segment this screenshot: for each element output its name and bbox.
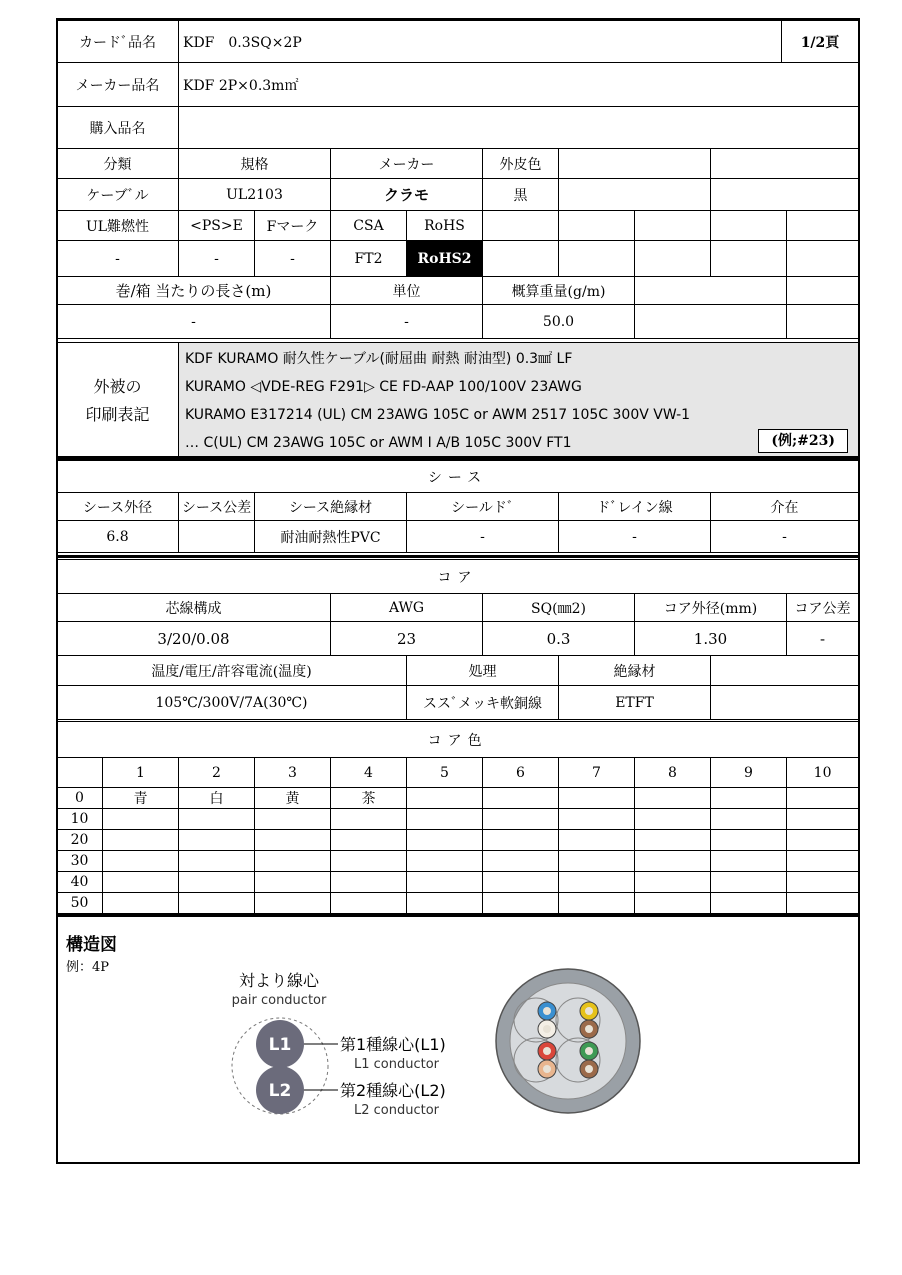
sheath-tol (179, 521, 255, 553)
core-color-col-3: 3 (255, 758, 331, 788)
core-color-cell (711, 809, 787, 830)
core-color-cell (483, 851, 559, 872)
sheath-shield: - (407, 521, 559, 553)
core-conductor (543, 1047, 551, 1055)
core-header-treatment: 処理 (407, 656, 559, 686)
core-color-cell (559, 893, 635, 914)
cert-rohs-badge: RoHS2 (407, 241, 483, 277)
core-od: 1.30 (635, 622, 787, 656)
core-color-cell (179, 830, 255, 851)
core-color-cell (635, 851, 711, 872)
weight-value: 50.0 (483, 305, 635, 339)
core-color-cell (483, 788, 559, 809)
core-color-cell (483, 830, 559, 851)
core-color-cell (255, 851, 331, 872)
core-color-cell (559, 809, 635, 830)
diagram-svg (58, 918, 858, 1162)
core-color-cell: 青 (103, 788, 179, 809)
length-value: - (57, 305, 331, 339)
core-color-cell (559, 788, 635, 809)
core-color-cell (635, 788, 711, 809)
sheath-header-drain: ドﾞレイン線 (559, 493, 711, 521)
core-color-cell (635, 830, 711, 851)
core-color-cell (407, 788, 483, 809)
purchase-name-label: 購入品名 (57, 107, 179, 149)
core-color-cell (255, 872, 331, 893)
core-color-cell (635, 872, 711, 893)
core-color-row (57, 893, 859, 914)
pair-en-label: pair conductor (231, 993, 327, 1008)
core-color-row-label: 40 (57, 872, 103, 893)
core-color-cell (407, 872, 483, 893)
core-color-row (57, 872, 859, 893)
core-conductor (585, 1047, 593, 1055)
cert-header-csa: CSA (331, 211, 407, 241)
sheath-drain: - (559, 521, 711, 553)
printing-line-3: KURAMO E317214 (UL) CM 23AWG 105C or AWM 2517 105C 300V VW-1 (185, 407, 691, 423)
l2-jp-label: 第2種線心(L2) (340, 1081, 446, 1100)
core-color-cell (711, 872, 787, 893)
diagram-subtitle: 例：4P (66, 960, 110, 975)
core-color-cell (787, 872, 859, 893)
core-color-cell (255, 830, 331, 851)
core-color-cell (103, 872, 179, 893)
core-conductor (543, 1065, 551, 1073)
core-color-cell (255, 809, 331, 830)
maker-name-label: メーカー品名 (57, 63, 179, 107)
header-table (56, 20, 859, 63)
spec-header-standard: 規格 (179, 149, 331, 179)
spec-standard: UL2103 (179, 179, 331, 211)
spec-table (56, 148, 859, 339)
core-color-col-9: 9 (711, 758, 787, 788)
sheath-title: シース (57, 461, 859, 493)
printing-line-4: … C(UL) CM 23AWG 105C or AWM I A/B 105C 300V FT1 (185, 435, 572, 451)
core-treatment: ススﾞメッキ軟銅線 (407, 686, 559, 720)
core-color-cell: 黄 (255, 788, 331, 809)
core-header-temp: 温度/電圧/許容電流(温度) (57, 656, 407, 686)
core-color-row (57, 830, 859, 851)
core-header-tol: コア公差 (787, 594, 859, 622)
core-color-cell (787, 893, 859, 914)
core-color-cell (179, 809, 255, 830)
sheath-header-filler: 介在 (711, 493, 859, 521)
spec-maker: クラモ (331, 179, 483, 211)
core-color-col-10: 10 (787, 758, 859, 788)
spec-header-category: 分類 (57, 149, 179, 179)
sheath-header-od: シース外径 (57, 493, 179, 521)
core-color-cell (787, 788, 859, 809)
core-sq: 0.3 (483, 622, 635, 656)
length-header: 巻/箱 当たりの長さ(m) (57, 277, 331, 305)
core-color-cell (331, 830, 407, 851)
printing-label-line1: 外被の (93, 377, 142, 396)
core-color-cell (331, 872, 407, 893)
core-color-cell (483, 809, 559, 830)
core-color-cell (635, 809, 711, 830)
structure-diagram (58, 918, 858, 1162)
core-color-col-8: 8 (635, 758, 711, 788)
core-color-row (57, 788, 859, 809)
core-color-table (56, 721, 859, 914)
core-color-cell (179, 872, 255, 893)
core-color-cell (787, 851, 859, 872)
maker-name-value: KDF 2P×0.3m㎡ (179, 63, 859, 107)
core-color-cell (711, 830, 787, 851)
core-color-cell (711, 851, 787, 872)
cert-ul: - (57, 241, 179, 277)
core-color-cell (483, 893, 559, 914)
core-table (56, 559, 859, 720)
printing-line-2: KURAMO ◁VDE-REG F291▷ CE FD-AAP 100/100V 23AWG (185, 379, 582, 395)
core-color-row-label: 50 (57, 893, 103, 914)
core-color-cell (559, 851, 635, 872)
core-header-od: コア外径(mm) (635, 594, 787, 622)
sheath-header-tol: シース公差 (179, 493, 255, 521)
unit-value: - (331, 305, 483, 339)
core-color-row (57, 851, 859, 872)
core-conductor (585, 1025, 593, 1033)
core-color-col-6: 6 (483, 758, 559, 788)
cert-pse: - (179, 241, 255, 277)
divider (56, 456, 860, 459)
core-color-cell (179, 893, 255, 914)
core-color-cell (103, 893, 179, 914)
maker-table (56, 62, 859, 149)
cert-fmark: - (255, 241, 331, 277)
core-color-cell (103, 809, 179, 830)
core-color-row-label: 20 (57, 830, 103, 851)
core-color-cell (331, 851, 407, 872)
card-name-label: カードﾞ品名 (57, 21, 179, 63)
core-color-cell (559, 872, 635, 893)
core-color-col-4: 4 (331, 758, 407, 788)
core-color-cell (711, 893, 787, 914)
pair-jp-label: 対より線心 (238, 971, 320, 990)
core-color-row (57, 809, 859, 830)
divider (56, 555, 860, 558)
core-conductor (585, 1065, 593, 1073)
printing-table (56, 342, 859, 460)
l1-en-label: L1 conductor (354, 1057, 440, 1072)
weight-header: 概算重量(g/m) (483, 277, 635, 305)
core-color-cell (407, 809, 483, 830)
cert-csa: FT2 (331, 241, 407, 277)
divider (56, 914, 860, 917)
cert-header-pse: <PS>E (179, 211, 255, 241)
core-color-cell (787, 830, 859, 851)
card-name-value: KDF 0.3SQ×2P (179, 21, 782, 63)
core-color-cell (179, 851, 255, 872)
core-color-col-5: 5 (407, 758, 483, 788)
core-title: コア (57, 560, 859, 594)
diagram-title: 構造図 (66, 935, 117, 955)
printing-label-line2: 印刷表記 (85, 405, 150, 424)
core-strand: 3/20/0.08 (57, 622, 331, 656)
core-color-col-1: 1 (103, 758, 179, 788)
unit-header: 単位 (331, 277, 483, 305)
sheath-filler: - (711, 521, 859, 553)
core-color-cell (103, 830, 179, 851)
core-conductor (585, 1007, 593, 1015)
spec-header-color: 外皮色 (483, 149, 559, 179)
sheath-table (56, 460, 859, 553)
core-color-cell (407, 893, 483, 914)
spec-color: 黒 (483, 179, 559, 211)
core-color-header-row (57, 758, 859, 788)
sheath-header-material: シース絶縁材 (255, 493, 407, 521)
core-color-row-label: 10 (57, 809, 103, 830)
printing-label (57, 343, 179, 460)
core-header-awg: AWG (331, 594, 483, 622)
core-color-cell (559, 830, 635, 851)
core-color-cell (331, 893, 407, 914)
cable-cross-section (496, 969, 640, 1113)
spec-header-maker: メーカー (331, 149, 483, 179)
cert-header-ul: UL難燃性 (57, 211, 179, 241)
l2-en-label: L2 conductor (354, 1103, 440, 1118)
l1-circle-label: L1 (268, 1035, 292, 1055)
core-color-row-label: 0 (57, 788, 103, 809)
printing-line-1: KDF KURAMO 耐久性ケーブル(耐屈曲 耐熱 耐油型) 0.3㎟ LF (185, 351, 573, 367)
core-color-cell (103, 851, 179, 872)
core-header-sq: SQ(㎜2) (483, 594, 635, 622)
core-color-title: コア色 (57, 722, 859, 758)
core-color-col-2: 2 (179, 758, 255, 788)
core-header-insulation: 絶縁材 (559, 656, 711, 686)
core-insulation: ETFT (559, 686, 711, 720)
core-tol: - (787, 622, 859, 656)
core-awg: 23 (331, 622, 483, 656)
core-color-cell (407, 851, 483, 872)
core-color-cell (255, 893, 331, 914)
sheath-od: 6.8 (57, 521, 179, 553)
core-conductor (543, 1025, 551, 1033)
core-color-cell: 白 (179, 788, 255, 809)
core-color-cell (711, 788, 787, 809)
sheath-header-shield: シールドﾞ (407, 493, 559, 521)
cert-header-fmark: Fマーク (255, 211, 331, 241)
core-color-col-7: 7 (559, 758, 635, 788)
purchase-name-value (179, 107, 859, 149)
l2-circle-label: L2 (268, 1081, 292, 1101)
core-color-cell: 茶 (331, 788, 407, 809)
core-conductor (543, 1007, 551, 1015)
core-color-cell (635, 893, 711, 914)
page-number: 1/2頁 (782, 21, 859, 63)
core-color-row-label: 30 (57, 851, 103, 872)
core-color-cell (787, 809, 859, 830)
core-color-cell (407, 830, 483, 851)
cert-header-rohs: RoHS (407, 211, 483, 241)
core-color-cell (331, 809, 407, 830)
spec-category: ケーブﾞル (57, 179, 179, 211)
core-header-strand: 芯線構成 (57, 594, 331, 622)
printing-text-box (179, 343, 859, 460)
printing-example-badge: (例;#23) (758, 429, 848, 453)
core-temp: 105℃/300V/7A(30℃) (57, 686, 407, 720)
sheath-material: 耐油耐熱性PVC (255, 521, 407, 553)
core-color-cell (483, 872, 559, 893)
l1-jp-label: 第1種線心(L1) (340, 1035, 446, 1054)
